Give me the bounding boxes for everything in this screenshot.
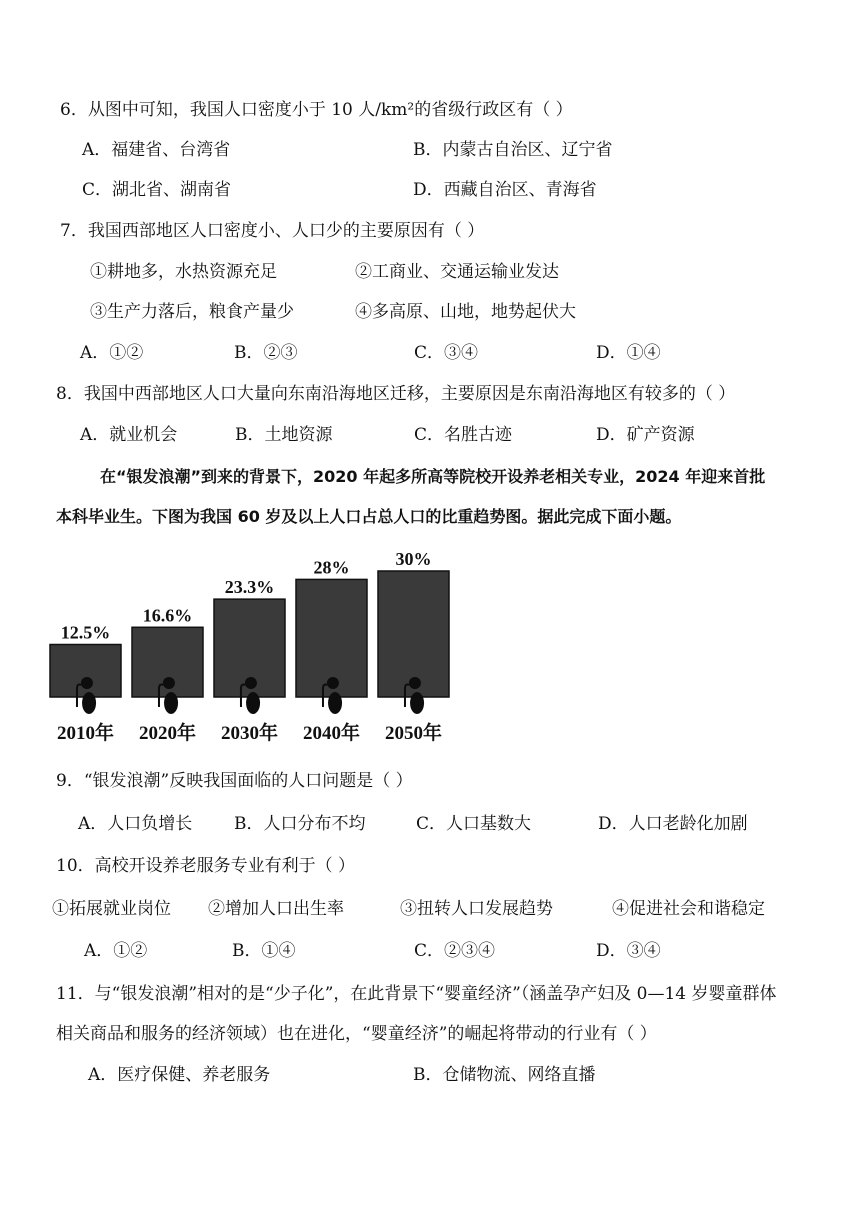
elderly-body-icon [164, 692, 178, 714]
q11-stem-line-1: 11．与“银发浪潮”相对的是“少子化”，在此背景下“婴童经济”（涵盖孕产妇及 0—14 岁婴童群体 [56, 984, 777, 1004]
elderly-figure-icon [81, 677, 93, 689]
q11-option-a: A．医疗保健、养老服务 [88, 1065, 271, 1085]
q7-stem: 7．我国西部地区人口密度小、人口少的主要原因有（ ） [60, 221, 485, 241]
category-label-2040年: 2040年 [302, 723, 361, 744]
q9-option-b: B．人口分布不均 [234, 814, 366, 834]
q7-statement-4: ④多高原、山地，地势起伏大 [355, 302, 576, 322]
q9-stem: 9．“银发浪潮”反映我国面临的人口问题是（ ） [56, 771, 413, 791]
q8-stem: 8．我国中西部地区人口大量向东南沿海地区迁移，主要原因是东南沿海地区有较多的（ ） [56, 384, 736, 404]
q10-stem: 10．高校开设养老服务专业有利于（ ） [56, 856, 356, 876]
q10-statement-2: ②增加人口出生率 [208, 899, 344, 919]
q6-stem: 6．从图中可知，我国人口密度小于 10 人/km²的省级行政区有（ ） [60, 100, 573, 120]
q8-option-a: A．就业机会 [80, 425, 178, 445]
data-label-2050年: 30% [395, 549, 432, 569]
elderly-body-icon [246, 692, 260, 714]
q7-statement-2: ②工商业、交通运输业发达 [355, 262, 559, 282]
q7-option-c: C．③④ [414, 343, 479, 363]
elderly-body-icon [410, 692, 424, 714]
q6-option-a: A．福建省、台湾省 [82, 140, 231, 160]
q7-statement-1: ①耕地多，水热资源充足 [90, 262, 277, 282]
passage-line-2: 本科毕业生。下图为我国 60 岁及以上人口占总人口的比重趋势图。据此完成下面小题。 [56, 507, 682, 526]
q6-option-b: B．内蒙古自治区、辽宁省 [413, 140, 613, 160]
q7-option-d: D．①④ [596, 343, 661, 363]
q11-stem-line-2: 相关商品和服务的经济领域）也在进化，“婴童经济”的崛起将带动的行业有（ ） [56, 1024, 657, 1044]
category-label-2020年: 2020年 [138, 723, 197, 744]
q7-option-b: B．②③ [234, 343, 298, 363]
elderly-body-icon [82, 692, 96, 714]
q6-option-c: C．湖北省、湖南省 [82, 180, 232, 200]
category-label-2010年: 2010年 [56, 723, 115, 744]
category-label-2030年: 2030年 [220, 723, 279, 744]
q10-statement-4: ④促进社会和谐稳定 [612, 899, 765, 919]
q9-option-a: A．人口负增长 [78, 814, 193, 834]
data-label-2040年: 28% [313, 557, 350, 578]
q10-option-c: C．②③④ [414, 941, 496, 961]
q10-statement-3: ③扭转人口发展趋势 [400, 899, 553, 919]
q6-option-d: D．西藏自治区、青海省 [413, 180, 597, 200]
q10-option-b: B．①④ [232, 941, 296, 961]
q11-option-b: B．仓储物流、网络直播 [413, 1065, 596, 1085]
data-label-2020年: 16.6% [142, 605, 193, 626]
elderly-figure-icon [163, 677, 175, 689]
q9-option-c: C．人口基数大 [416, 814, 532, 834]
bar-2010年 [50, 645, 121, 698]
elderly-figure-icon [245, 677, 257, 689]
q7-statement-3: ③生产力落后，粮食产量少 [90, 302, 294, 322]
q8-option-c: C．名胜古迹 [414, 425, 513, 445]
q10-option-a: A．①② [84, 941, 148, 961]
elderly-body-icon [328, 692, 342, 714]
q7-option-a: A．①② [80, 343, 144, 363]
q10-statement-1: ①拓展就业岗位 [52, 899, 171, 919]
passage-line-1: 在“银发浪潮”到来的背景下，2020 年起多所高等院校开设养老相关专业，2024 年迎来首批 [100, 467, 766, 486]
q10-option-d: D．③④ [596, 941, 661, 961]
elderly-figure-icon [409, 677, 421, 689]
data-label-2030年: 23.3% [224, 577, 275, 598]
category-label-2050年: 2050年 [384, 723, 443, 744]
q8-option-b: B．土地资源 [235, 425, 333, 445]
q9-option-d: D．人口老龄化加剧 [598, 814, 748, 834]
data-label-2010年: 12.5% [60, 622, 111, 643]
q8-option-d: D．矿产资源 [596, 425, 695, 445]
aging-ratio-bar-chart [40, 545, 460, 755]
elderly-figure-icon [327, 677, 339, 689]
